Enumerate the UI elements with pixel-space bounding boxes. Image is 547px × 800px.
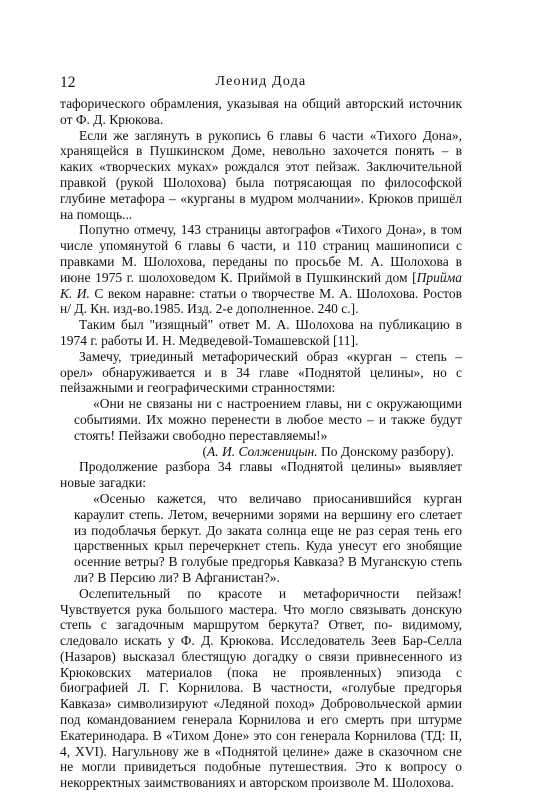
block-quote-podnyataya-tselina: [74, 491, 462, 586]
paragraph-kornilov-end: ). Нагульнову же в «Поднятой целине» даже в сказочном сне не могли привидеться подобные путешествия. Это к вопросу о некорректных заимствованиях и авторском произволе М. Шолохова.: [60, 743, 463, 791]
page-number: 12: [60, 74, 76, 91]
paragraph-kornilov-text: Ослепительный по красоте и метафоричности пейзаж! Чувствуется рука большого мастера. Что могло связывать донскую степь с загадочным маршрутом беркута? Ответ, по- видимому, следовало искать у Ф. Д. Крюкова. Исследователь Зеев Бар-Селла (Назаров) высказал блестящую догадку о связи привнесенного из Крюковских материалов (пока не проявленных) эпизода с биографией Л. Г. Корнилова. В частности, «голубые предгорья Кавказа» символизируют «Ледяной поход» Добровольческой армии под командованием генерала Корнилова и его смерть при штурме Екатеринодара. В «Тихом Доне» это сон генерала Корнилова (ТД: II, 4,: [60, 585, 462, 759]
paragraph-manuscript: Если же заглянуть в рукопись 6 главы 6 части «Тихого Дона», хранящейся в Пушкинском Доме, невольно захочется понять – в каких «творческих муках» рождался этот пейзаж. Заключительной правкой (рукой Шолохова) была потрясающая по философской глубине метафора – «курганы в мудром молчании». Крюков пришёл на помощь...: [60, 127, 462, 222]
quote-attribution: (А. И. Солженицын. По Донскому разбору).: [202, 443, 454, 459]
paragraph-autographs-text: Попутно отмечу, 143 страницы автографов «Тихого Дона», в том числе упомянутой 6 главы 6 части, и 110 страниц машинописи с правками М. Шолохова, переданы по просьбе М. А. Шолохова в июне 1975 г. шолоховедом К. Приймой в Пушкинский дом [: [60, 222, 462, 285]
block-quote-solzhenitsyn: [74, 396, 462, 459]
paragraph-answer: Таким был "изящный" ответ М. А. Шолохова на публикацию в 1974 г. работы И. Н. Медведевой-Томашевской [11].: [60, 317, 462, 348]
paragraph-triune-image: Замечу, триединый метафорический образ «курган – степь – орел» обнаруживается и в 34 главе «Поднятой целины», но с пейзажными и географическими странностями:: [60, 348, 462, 396]
quote-text: «Они не связаны ни с настроением главы, ни с окружающими событиями. Их можно перенести в любое место – и также будут стоять! Пейзажи свободно переставляемы!»: [74, 396, 462, 443]
paragraph-kornilov: [60, 586, 462, 791]
citation-rest: С веком наравне: статьи о творчестве М. А. Шолохова. Ростов н/ Д. Кн. изд-во.1985. Изд. 2-е дополненное. 240 с.].: [60, 285, 462, 317]
quote-text: «Осенью кажется, что величаво приосанившийся курган караулит степь. Летом, вечерними зорями на вершину его слетает из подоблачья беркут. До заката солнца еще не раз серая тень его царственных крыл перечеркнет степь. Куда унесут его знобящие осенние ветры? В голубые предгорья Кавказа? В Муганскую степь ли? В Персию ли? В Афганистан?».: [74, 490, 462, 585]
paragraph-autographs: [60, 222, 462, 317]
book-page: [60, 74, 462, 791]
quote-author: А. И. Солженицын.: [206, 443, 318, 459]
paragraph-continued: тафорического обрамления, указывая на общий авторский источник от Ф. Д. Крюкова.: [60, 96, 462, 127]
body-text: [60, 96, 462, 791]
running-head: Леонид Дода: [215, 74, 307, 89]
roman-numeral: XVI: [75, 743, 100, 759]
quote-source: По Донскому разбору).: [317, 443, 454, 459]
paragraph-new-riddles: Продолжение разбора 34 главы «Поднятой целины» выявляет новые загадки:: [60, 459, 462, 491]
citation-author: Прийма К. И.: [60, 269, 462, 301]
page-header: [60, 74, 462, 96]
